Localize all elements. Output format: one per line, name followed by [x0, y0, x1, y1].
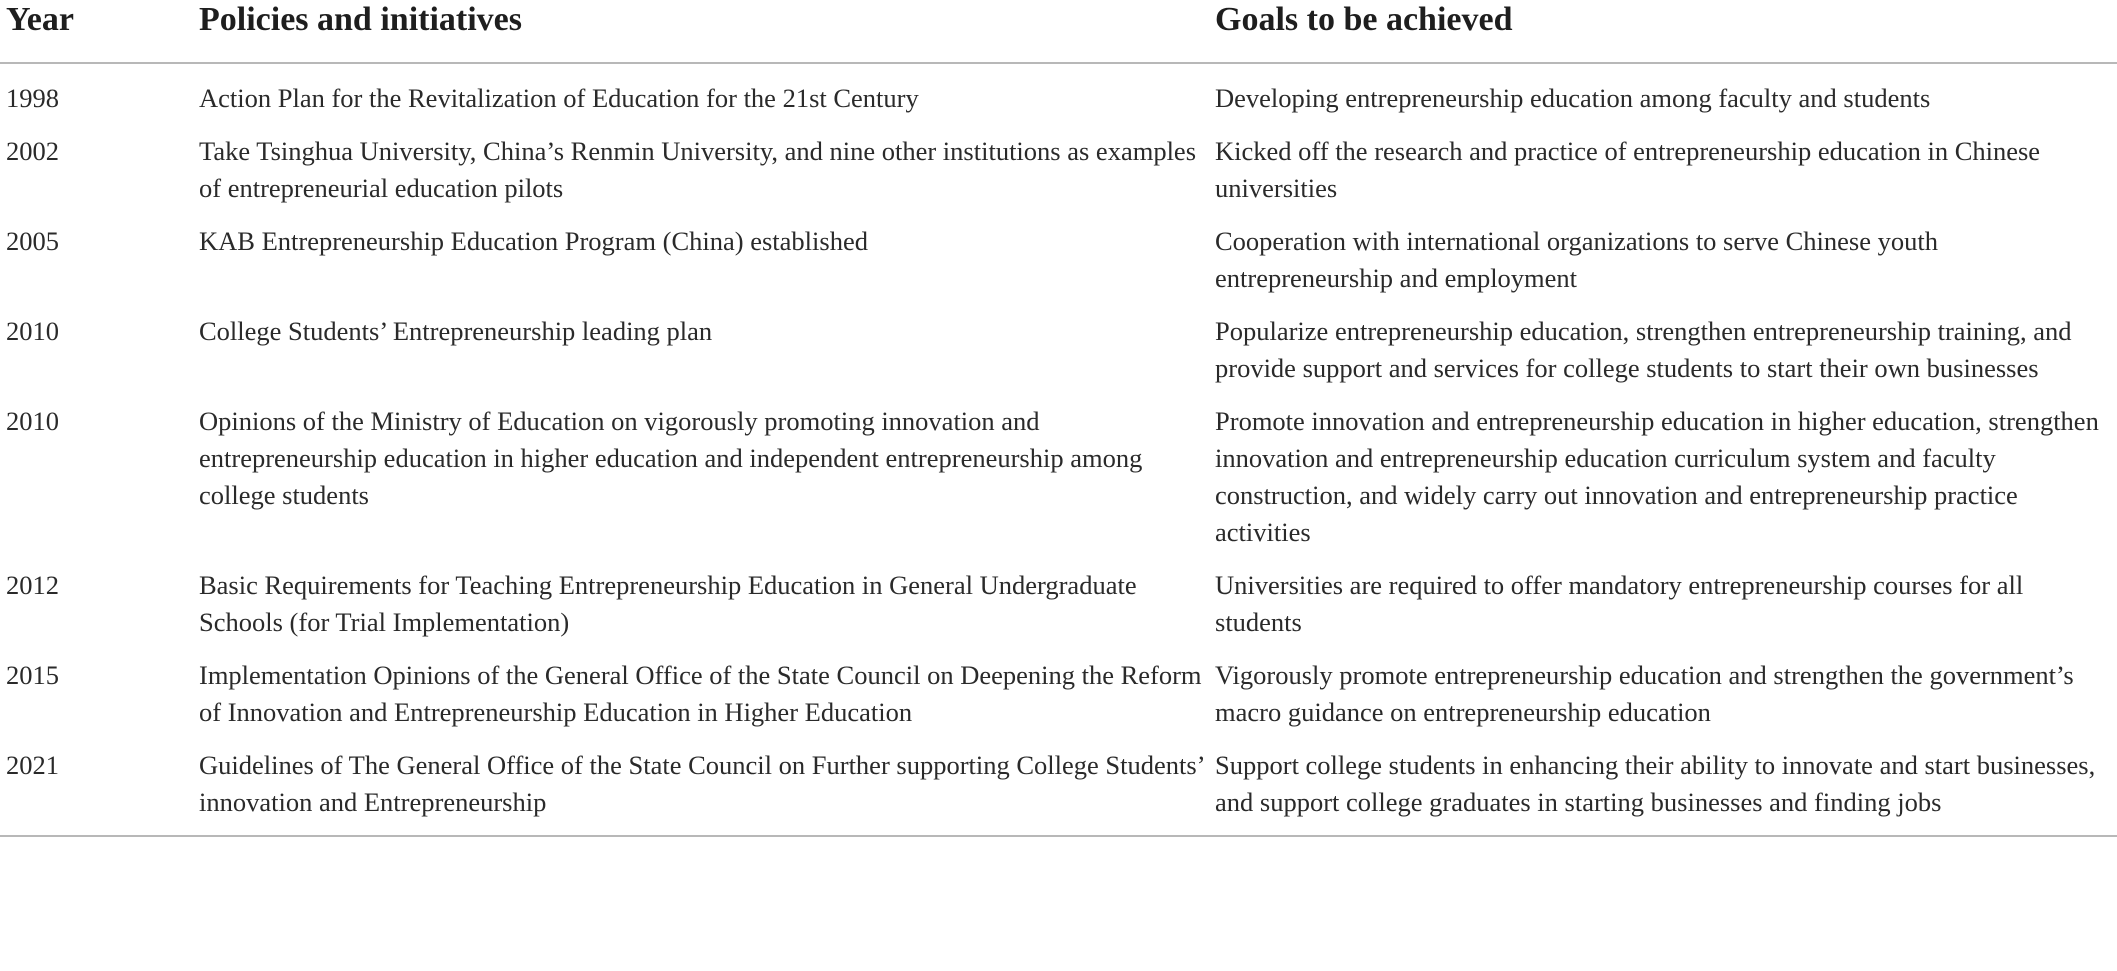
cell-year: 2010 [6, 316, 59, 346]
table-row [0, 63, 2117, 133]
header-row [0, 0, 2117, 63]
cell-year: 2012 [6, 570, 59, 600]
table-body [0, 63, 2117, 835]
goal-text: Universities are required to offer mandatory entrepreneurship courses for all students [1215, 570, 2024, 637]
policy-text: Action Plan for the Revitalization of Education for the 21st Century [199, 83, 919, 113]
cell-goal [1215, 63, 2117, 133]
policy-text: Guidelines of The General Office of the State Council on Further supporting College Students’ innovation and Entrepreneurship [199, 750, 1204, 817]
table-row [0, 313, 2117, 403]
table-bottom-rule [0, 835, 2117, 837]
cell-policy [199, 63, 1215, 133]
policy-text: Take Tsinghua University, China’s Renmin University, and nine other institutions as examples of entrepreneurial education pilots [199, 136, 1197, 203]
policy-text: College Students’ Entrepreneurship leading plan [199, 316, 713, 346]
table-row [0, 657, 2117, 747]
cell-policy [199, 747, 1215, 835]
cell-goal [1215, 133, 2117, 223]
table-row [0, 567, 2117, 657]
table-row [0, 403, 2117, 567]
policy-text: Implementation Opinions of the General Office of the State Council on Deepening the Reform of Innovation and Entrepreneurship Education in Higher Education [199, 660, 1202, 727]
goal-text: Cooperation with international organizations to serve Chinese youth entrepreneurship and employment [1215, 226, 1938, 293]
header-goals: Goals to be achieved [1215, 0, 2117, 63]
header-year: Year [0, 0, 199, 63]
cell-policy [199, 223, 1215, 313]
policy-text: Basic Requirements for Teaching Entrepreneurship Education in General Undergraduate Schools (for Trial Implementation) [199, 570, 1137, 637]
goal-text: Promote innovation and entrepreneurship education in higher education, strengthen innovation and entrepreneurship education curriculum system and faculty construction, and widely carry out innovation and entrepreneurship practice activities [1215, 406, 2099, 547]
cell-year: 2010 [6, 406, 59, 436]
table-row [0, 223, 2117, 313]
goal-text: Kicked off the research and practice of entrepreneurship education in Chinese universities [1215, 136, 2041, 203]
cell-goal [1215, 657, 2117, 747]
cell-goal [1215, 313, 2117, 403]
policy-text: KAB Entrepreneurship Education Program (China) established [199, 226, 868, 256]
cell-year: 2005 [6, 226, 59, 256]
cell-goal [1215, 567, 2117, 657]
cell-goal [1215, 403, 2117, 567]
cell-year: 2002 [6, 136, 59, 166]
cell-policy [199, 133, 1215, 223]
cell-policy [199, 313, 1215, 403]
table-row [0, 747, 2117, 835]
policy-text: Opinions of the Ministry of Education on vigorously promoting innovation and entrepreneurship education in higher education and independent entrepreneurship among college students [199, 406, 1143, 510]
header-policies: Policies and initiatives [199, 0, 1215, 63]
table-row [0, 133, 2117, 223]
cell-goal [1215, 223, 2117, 313]
goal-text: Vigorously promote entrepreneurship education and strengthen the government’s macro guidance on entrepreneurship education [1215, 660, 2074, 727]
goal-text: Developing entrepreneurship education among faculty and students [1215, 83, 1931, 113]
cell-policy [199, 403, 1215, 567]
table-header [0, 0, 2117, 63]
goal-text: Support college students in enhancing their ability to innovate and start businesses, and support college graduates in starting businesses and finding jobs [1215, 750, 2096, 817]
cell-policy [199, 567, 1215, 657]
cell-year: 2021 [6, 750, 59, 780]
cell-year: 1998 [6, 83, 59, 113]
cell-goal [1215, 747, 2117, 835]
cell-year: 2015 [6, 660, 59, 690]
goal-text: Popularize entrepreneurship education, strengthen entrepreneurship training, and provide support and services for college students to start their own businesses [1215, 316, 2072, 383]
cell-policy [199, 657, 1215, 747]
